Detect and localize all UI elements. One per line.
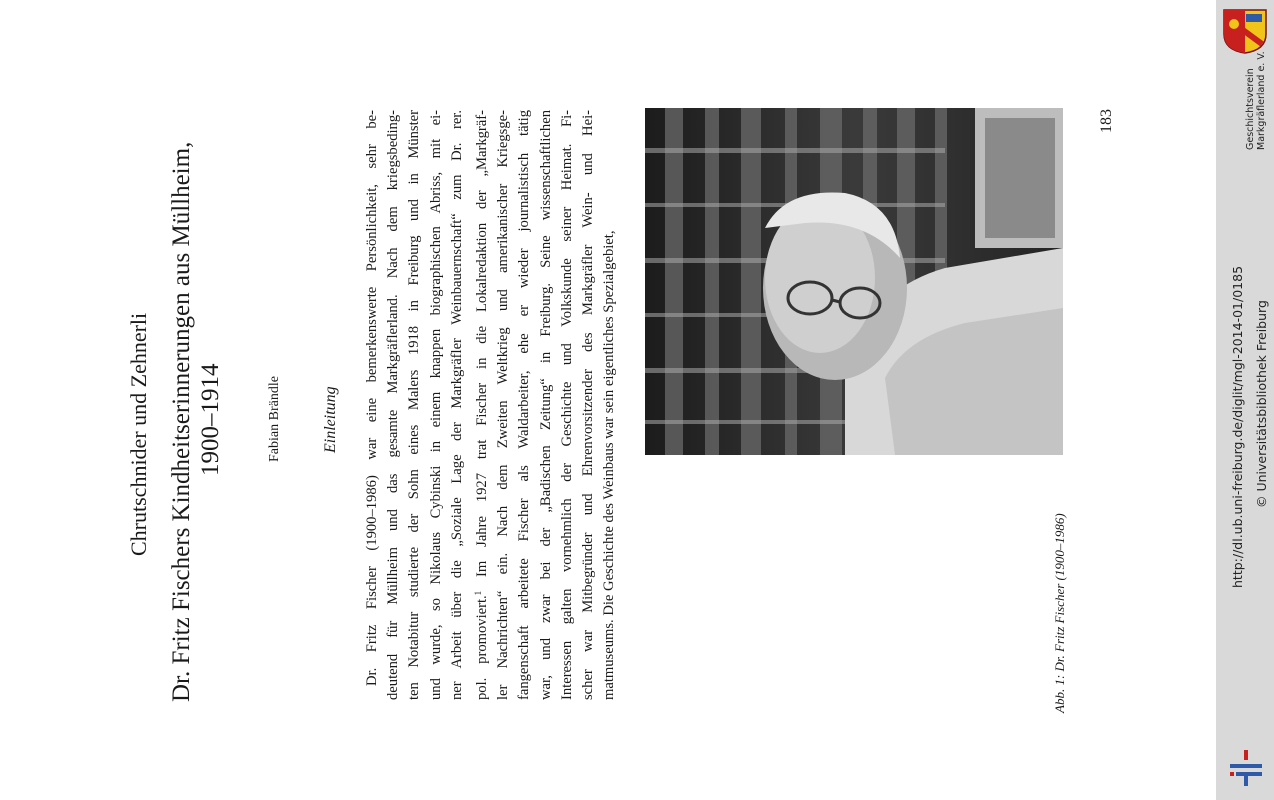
article-title-line2: 1900–1914 bbox=[197, 363, 224, 476]
text-line: ner Arbeit über die „Soziale Lage der Markgräfler Weinbauernschaft“ zum Dr. rer. bbox=[448, 110, 465, 700]
text-line: ler Nachrichten“ ein. Nach dem Zweiten Weltkrieg und amerikanischer Kriegsge- bbox=[495, 110, 512, 700]
portrait-photo bbox=[645, 108, 1063, 455]
text-line: fangenschaft arbeitete Fischer als Waldarbeiter, ehe er wieder journalistisch tätig bbox=[516, 110, 533, 700]
ub-freiburg-logo-icon[interactable] bbox=[1226, 748, 1266, 788]
page-number: 183 bbox=[1098, 109, 1115, 133]
association-name bbox=[1245, 51, 1267, 150]
archive-sidebar bbox=[1216, 0, 1274, 800]
article-kicker: Chrutschnider und Zehnerli bbox=[126, 312, 151, 556]
footnote-marker[interactable]: 1 bbox=[473, 590, 484, 596]
association-line1: Geschichtsverein bbox=[1245, 68, 1256, 150]
text-line: deutend für Müllheim und das gesamte Markgräflerland. Nach dem kriegsbeding- bbox=[385, 110, 402, 700]
figure-caption: Abb. 1: Dr. Fritz Fischer (1900–1986) bbox=[1052, 513, 1067, 713]
text-line: und wurde, so Nikolaus Cybinski in einem knappen biographischen Abriss, mit ei- bbox=[427, 110, 444, 700]
section-heading: Einleitung bbox=[322, 386, 339, 453]
body-text bbox=[362, 110, 622, 700]
association-line2: Markgräflerland e. V. bbox=[1256, 51, 1267, 150]
copyright-notice: © Universitätsbibliothek Freiburg bbox=[1254, 300, 1269, 508]
text-line: ten Notabitur studierte der Sohn eines Malers 1918 in Freiburg und in Münster bbox=[406, 110, 423, 700]
text-line-rest: Im Jahre 1927 trat Fischer in die Lokalredaktion der „Markgräf- bbox=[474, 110, 491, 591]
text-line bbox=[468, 110, 493, 700]
coat-of-arms-icon bbox=[1222, 8, 1268, 54]
text-line-start: pol. promoviert. bbox=[474, 595, 491, 700]
text-line: Interessen galten vornehmlich der Geschichte und Volkskunde seiner Heimat. Fi- bbox=[558, 110, 575, 700]
text-line: war, und zwar bei der „Badischen Zeitung“ in Freiburg. Seine wissenschaftlichen bbox=[537, 110, 554, 700]
text-line: scher war Mitbegründer und Ehrenvorsitzender des Markgräfler Wein- und Hei- bbox=[580, 110, 597, 700]
text-line: matmuseums. Die Geschichte des Weinbaus war sein eigentliches Spezialgebiet, bbox=[601, 230, 618, 700]
author-name: Fabian Brändle bbox=[267, 376, 282, 462]
article-title-line1: Dr. Fritz Fischers Kindheitserinnerungen aus Müllheim, bbox=[168, 141, 195, 702]
text-line: Dr. Fritz Fischer (1900–1986) war eine bemerkenswerte Persönlichkeit, sehr be- bbox=[364, 110, 380, 686]
permalink-url[interactable]: http://dl.ub.uni-freiburg.de/diglit/mgl-2014-01/0185 bbox=[1230, 265, 1245, 588]
